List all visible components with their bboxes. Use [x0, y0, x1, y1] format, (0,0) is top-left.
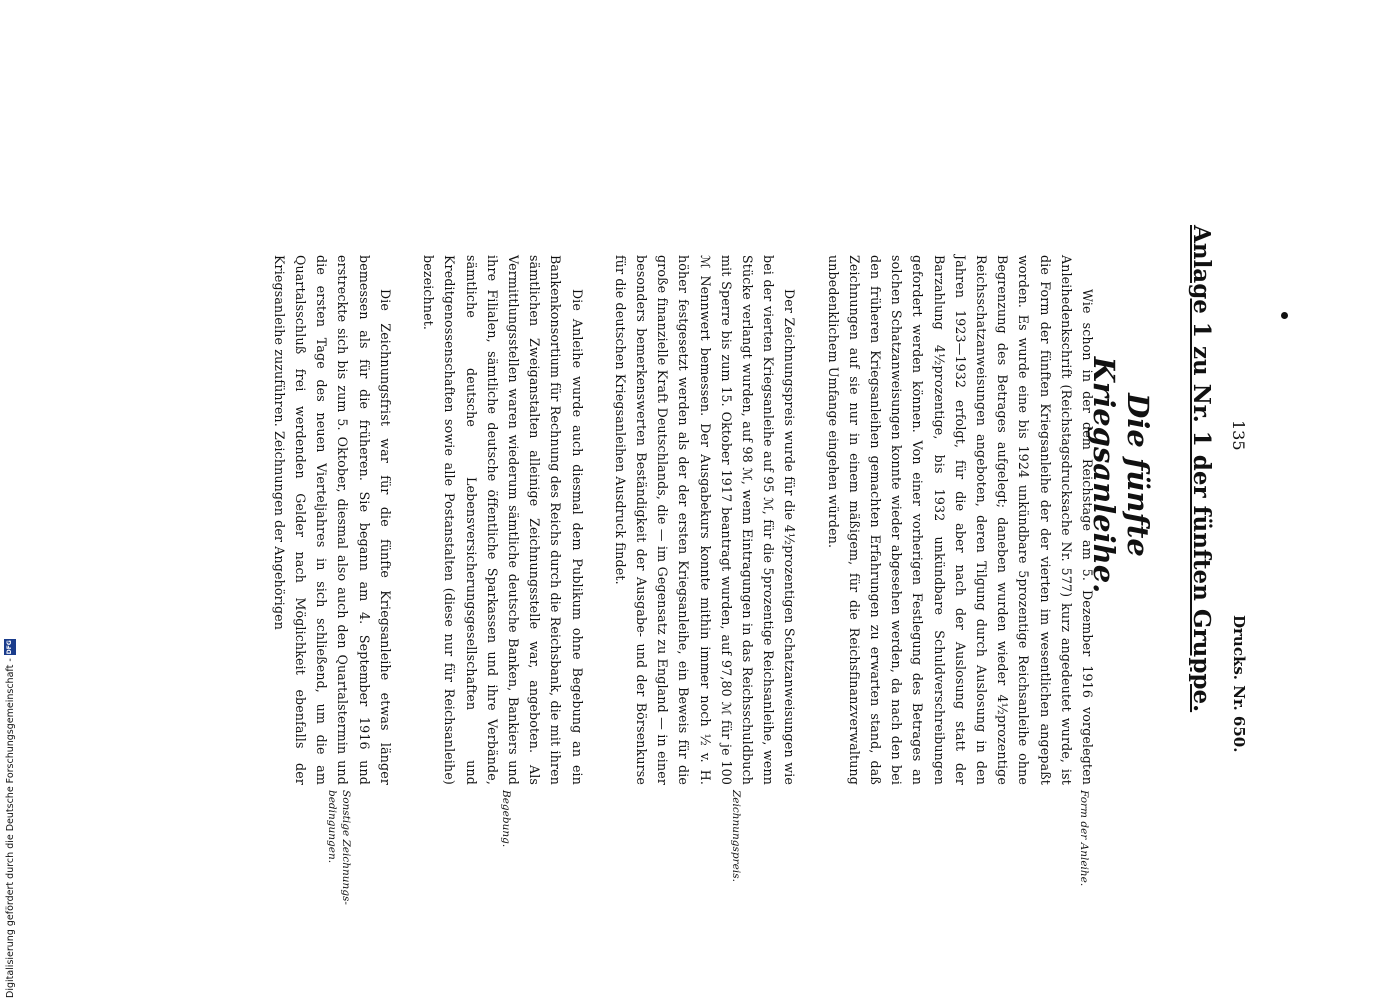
bullet-mark — [1281, 312, 1288, 319]
margin-note-begebung: Begebung. — [500, 790, 512, 848]
page-number: 135 — [1229, 420, 1248, 451]
footer-credit — [2, 598, 18, 998]
druck-label: Drucks. Nr. 650. — [1230, 615, 1248, 753]
paragraph-preis: Der Zeichnungspreis wurde für die 4½prozentigen Schatzanweisungen wie bei der vierten Kriegsanleihe auf 95 ℳ, für die 5prozentige Reichsanleihe, wenn Stücke verlangt wurden, auf 98 ℳ, wenn Eintragungen in das Reichsschuldbuch mit Sperre bis zum 15. Oktober 1917 beantragt wurden, auf 97,80 ℳ für je 100 ℳ Nennwert bemessen. Der Ausgabekurs konnte mithin immer noch ½ v. H. höher festgesetzt werden als der der ersten Kriegsanleihe, ein Beweis für die große finanzielle Kraft Deutschlands, die — im Gegensatz zu England — in einer besonders bemerkenswerten Beständigkeit der Ausgabe- und der Börsenkurse für die deutschen Kriegsanleihen Ausdruck findet. — [612, 255, 798, 785]
paragraph-form: Wie schon in der dem Reichstage am 5. Dezember 1916 vorgelegten Anleihedenkschrift (Reichstagsdrucksache Nr. 577) kurz angedeutet wurde, ist die Form der fünften Kriegsanleihe der der vierten im wesentlichen angepaßt worden. Es wurde eine bis 1924 unkündbare 5prozentige Reichsanleihe ohne Begrenzung des Betrages aufgelegt; daneben wurden wieder 4½prozentige Reichsschatzanweisungen angeboten, deren Tilgung durch Auslosung in den Jahren 1923—1932 erfolgt, für die aber nach der Auslosung statt der Barzahlung 4½prozentige, bis 1932 unkündbare Schuldverschreibungen gefordert werden können. Von einer vorherigen Festlegung des Betrages an solchen Schatzanweisungen konnte wieder abgesehen werden, da nach den bei den früheren Kriegsanleihen gemachten Erfahrungen zu erwarten stand, daß Zeichnungen auf sie nur in einem mäßigem, für die Reichsfinanzverwaltung unbedenklichem Umfange eingehen würden. — [825, 255, 1095, 785]
margin-note-preis: Zeichnungspreis. — [730, 790, 742, 882]
dfg-logo: DFG — [4, 639, 16, 655]
margin-note-bedingungen: Sonstige Zeichnungs-bedingungen. — [326, 790, 352, 905]
paragraph-begebung: Die Anleihe wurde auch diesmal dem Publikum ohne Begebung an ein Bankenkonsortium für Rechnung des Reichs durch die Reichsbank, die mit ihren sämtlichen Zweiganstalten alleinige Zeichnungsstelle war, angeboten. Als Vermittlungsstellen waren wiederum sämtliche deutsche Banken, Bankiers und ihre Filialen, sämtliche deutsche öffentliche Sparkassen und ihre Verbände, sämtliche deutsche Lebensversicherungsgesellschaften und Kreditgenossenschaften sowie alle Postanstalten (diese nur für Reichsanleihe) bezeichnet. — [421, 255, 585, 785]
main-text — [247, 255, 1098, 785]
footer-credit-text: Digitalisierung gefördert durch die Deutsche Forschungsgemeinschaft - — [4, 658, 16, 998]
footer-strip — [0, 600, 18, 1000]
anlage-title: Anlage 1 zu Nr. 1 der fünften Gruppe. — [1188, 225, 1215, 713]
document-title: Die fünfte Kriegsanleihe. — [1087, 356, 1155, 594]
margin-note-form: Form der Anleihe. — [1078, 790, 1090, 887]
paragraph-bedingungen: Die Zeichnungsfrist war für die fünfte Kriegsanleihe etwas länger bemessen als für die früheren. Sie begann am 4. September 1916 und erstreckte sich bis zum 5. Oktober, diesmal also auch den Quartalstermin und die ersten Tage des neuen Vierteljahres in sich schließend, um die am Quartalsschluß frei werdenden Gelder nach Möglichkeit ebenfalls der Kriegsanleihe zuzuführen. Zeichnungen der Angehörigen — [271, 255, 393, 785]
